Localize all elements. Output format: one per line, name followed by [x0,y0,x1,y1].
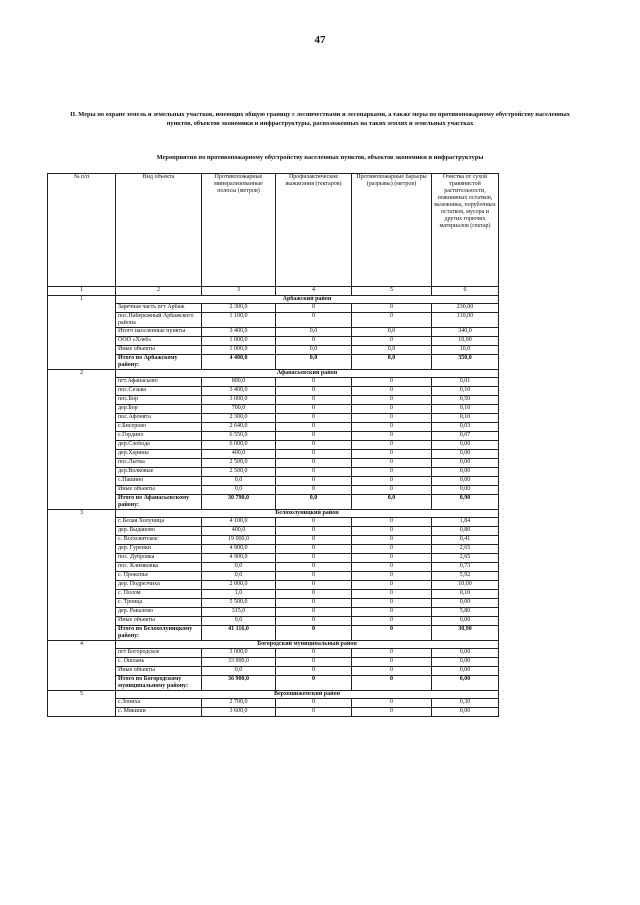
cell-value: 0 [276,658,352,667]
column-index-row [48,287,499,296]
cell-value: 0 [352,608,432,617]
cell-value: 0 [352,545,432,554]
column-index: 4 [276,287,352,296]
cell-value: 0,07 [432,432,499,441]
cell-value: 0 [352,527,432,536]
cell-value: 0,00 [432,599,499,608]
table-row [48,527,499,536]
object-name: с.Пашино [116,477,202,486]
object-name: пос.Бор [116,396,202,405]
page-number: 47 [314,34,326,46]
cell-value: 0 [276,667,352,676]
object-name: Итого по Афанасьевскому району: [116,495,202,510]
table-row [48,518,499,527]
object-name: Иные объекты [116,667,202,676]
cell-value: 0 [352,405,432,414]
cell-value: 0 [276,590,352,599]
cell-value: 0 [352,599,432,608]
object-name: дер.Волковые [116,468,202,477]
cell-value: 0,00 [432,468,499,477]
table-row [48,477,499,486]
object-name: дер.Слобода [116,441,202,450]
table-row [48,486,499,495]
column-index: 6 [432,287,499,296]
cell-value: 0,0 [352,495,432,510]
table-row [48,450,499,459]
object-name: дер. Быданово [116,527,202,536]
cell-value: 0 [352,441,432,450]
total-row [48,626,499,641]
cell-value: 0,0 [352,355,432,370]
cell-value: 6 000,0 [202,441,276,450]
cell-value: 0 [276,405,352,414]
cell-value: 4 900,0 [202,545,276,554]
total-row [48,355,499,370]
cell-value: 0 [276,313,352,328]
cell-value: 0 [276,459,352,468]
region-number: 4 [48,641,116,691]
header-barriers: Противопожарные барьеры (разрывы) (метров) [352,174,432,287]
cell-value: 0 [352,572,432,581]
column-index: 5 [352,287,432,296]
table-row [48,468,499,477]
cell-value: 0 [276,337,352,346]
table-subheading: Мероприятия по противопожарному обустройству населенных пунктов, объектов экономики и инфраструктуры [156,154,484,161]
object-name: с. Всехсвятское [116,536,202,545]
cell-value: 0 [276,599,352,608]
cell-value: 0 [352,676,432,691]
cell-value: 350,0 [432,355,499,370]
cell-value: 0 [352,554,432,563]
cell-value: 0,0 [276,355,352,370]
table-body [48,174,499,717]
cell-value: 0 [276,563,352,572]
table-row [48,459,499,468]
cell-value: 0 [276,423,352,432]
cell-value: 0 [276,468,352,477]
object-name: с.Бисерово [116,423,202,432]
object-name: дер.Харины [116,450,202,459]
cell-value: 0,00 [432,450,499,459]
cell-value: 400,0 [202,527,276,536]
cell-value: 0 [276,554,352,563]
object-name: с. Троица [116,599,202,608]
table-row [48,441,499,450]
cell-value: 10,00 [432,581,499,590]
table-row [48,423,499,432]
cell-value: 0 [276,699,352,708]
object-name: с.Зониха [116,699,202,708]
cell-value: 3 400,0 [202,387,276,396]
table-row [48,699,499,708]
object-name: Итого по Богородскому муниципальному району: [116,676,202,691]
cell-value: 0,01 [432,378,499,387]
cell-value: 400,0 [202,450,276,459]
table-row [48,414,499,423]
cell-value: 0 [352,477,432,486]
cell-value: 4 400,0 [202,355,276,370]
table-row [48,563,499,572]
cell-value: 0,00 [432,486,499,495]
cell-value: 3 600,0 [202,708,276,717]
cell-value: 0 [352,414,432,423]
cell-value: 0,00 [432,441,499,450]
cell-value: 0 [352,468,432,477]
column-index: 2 [116,287,202,296]
cell-value: 0,10 [432,405,499,414]
cell-value: 36 900,0 [202,676,276,691]
cell-value: 0 [352,649,432,658]
cell-value: 0 [276,572,352,581]
table-row [48,617,499,626]
cell-value: 0,0 [202,667,276,676]
cell-value: 0,00 [432,708,499,717]
table-row [48,346,499,355]
cell-value: 2 500,0 [202,459,276,468]
object-name: с. Полом [116,590,202,599]
cell-value: 0,00 [432,676,499,691]
cell-value: 0,03 [432,423,499,432]
cell-value: 1 000,0 [202,346,276,355]
cell-value: 0,73 [432,563,499,572]
object-name: ООО «Хлеб» [116,337,202,346]
region-name: Арбажский район [116,296,499,304]
cell-value: 5,92 [432,572,499,581]
cell-value: 2,65 [432,554,499,563]
cell-value: 0,0 [202,563,276,572]
cell-value: 340,0 [432,328,499,337]
cell-value: 0 [276,626,352,641]
cell-value: 0 [352,626,432,641]
cell-value: 0,90 [432,495,499,510]
cell-value: 4 100,0 [202,518,276,527]
cell-value: 0,00 [432,649,499,658]
cell-value: 1 000,0 [202,337,276,346]
table-row [48,405,499,414]
object-name: Итого по Белохолуницкому району: [116,626,202,641]
region-name: Богородский муниципальный район [116,641,499,649]
cell-value: 0,00 [432,477,499,486]
table-row [48,396,499,405]
region-row [48,370,499,378]
cell-value: 0 [352,313,432,328]
table-row [48,536,499,545]
cell-value: 0 [352,396,432,405]
cell-value: 0,0 [276,328,352,337]
region-number: 1 [48,296,116,370]
cell-value: 0,80 [432,527,499,536]
cell-value: 0 [352,708,432,717]
cell-value: 41 116,0 [202,626,276,641]
region-name: Афанасьевский район [116,370,499,378]
object-name: пгт.Афанасьево [116,378,202,387]
cell-value: 2 500,0 [202,468,276,477]
cell-value: 0 [352,459,432,468]
region-row [48,641,499,649]
object-name: Итого по Арбажскому району: [116,355,202,370]
cell-value: 0 [352,304,432,313]
object-name: дер.Бор [116,405,202,414]
cell-value: 0 [276,581,352,590]
cell-value: 315,0 [202,608,276,617]
cell-value: 2 640,0 [202,423,276,432]
cell-value: 0,50 [432,396,499,405]
cell-value: 3 000,0 [202,396,276,405]
region-number: 3 [48,510,116,641]
cell-value: 0,00 [432,617,499,626]
cell-value: 0 [276,536,352,545]
cell-value: 0 [276,304,352,313]
header-row [48,174,499,287]
object-name: с. Мякиши [116,708,202,717]
cell-value: 2 000,0 [202,581,276,590]
cell-value: 0 [276,608,352,617]
object-name: пос.Лытка [116,459,202,468]
total-row [48,495,499,510]
cell-value: 0 [352,387,432,396]
cell-value: 0 [276,545,352,554]
cell-value: 0 [276,486,352,495]
cell-value: 0,00 [432,667,499,676]
region-name: Верхошижемский район [116,691,499,699]
cell-value: 800,0 [202,378,276,387]
table-row [48,658,499,667]
cell-value: 0 [352,337,432,346]
column-index: 3 [202,287,276,296]
region-row [48,691,499,699]
object-name: пос.Набережный Арбажского района [116,313,202,328]
cell-value: 0 [276,649,352,658]
cell-value: 0 [352,486,432,495]
table-row [48,572,499,581]
table-row [48,304,499,313]
cell-value: 30,90 [432,626,499,641]
object-name: с. Прокопье [116,572,202,581]
cell-value: 0,0 [202,486,276,495]
object-name: Иные объекты [116,617,202,626]
cell-value: 2 700,0 [202,699,276,708]
cell-value: 2,65 [432,545,499,554]
cell-value: 1 100,0 [202,313,276,328]
cell-value: 0 [352,536,432,545]
cell-value: 1,0 [202,590,276,599]
cell-value: 0,0 [276,495,352,510]
section-heading: II. Меры по охране земель и земельных участков, имеющих общую границу с лесничествами и лесопарками, а также меры по противопожарному обустройству населенных пунктов, объектов экономики и инфраструктуры, расположенных на таких землях и земельных участках [70,111,570,127]
cell-value: 0,00 [432,459,499,468]
table-row [48,708,499,717]
cell-value: 3 000,0 [202,649,276,658]
cell-value: 33 900,0 [202,658,276,667]
cell-value: 0,41 [432,536,499,545]
cell-value: 5,80 [432,608,499,617]
cell-value: 0 [276,518,352,527]
header-object: Вид объекта [116,174,202,287]
table-row [48,554,499,563]
object-name: пос. Климковка [116,563,202,572]
cell-value: 10,00 [432,337,499,346]
cell-value: 0,0 [352,346,432,355]
cell-value: 0 [352,617,432,626]
cell-value: 0 [276,441,352,450]
cell-value: 110,00 [432,313,499,328]
region-number: 2 [48,370,116,510]
cell-value: 5 500,0 [202,599,276,608]
cell-value: 0,0 [202,572,276,581]
cell-value: 2 300,0 [202,414,276,423]
cell-value: 0 [352,658,432,667]
cell-value: 0,10 [432,414,499,423]
cell-value: 0,10 [432,387,499,396]
region-row [48,510,499,518]
header-strips: Противопожарные минерализованные полосы (метров) [202,174,276,287]
cell-value: 0 [352,450,432,459]
object-name: г. Белая Холуница [116,518,202,527]
table-row [48,378,499,387]
header-num: № п/п [48,174,116,287]
table-row [48,387,499,396]
table-row [48,649,499,658]
cell-value: 0,0 [202,477,276,486]
cell-value: 700,0 [202,405,276,414]
table-row [48,581,499,590]
cell-value: 4 900,0 [202,554,276,563]
cell-value: 0 [276,708,352,717]
cell-value: 0 [352,518,432,527]
object-name: с. Ошлань [116,658,202,667]
region-name: Белохолуницкий район [116,510,499,518]
region-number: 5 [48,691,116,717]
cell-value: 0 [352,667,432,676]
cell-value: 0 [276,396,352,405]
object-name: дер. Гуренки [116,545,202,554]
cell-value: 0 [276,617,352,626]
cell-value: 0 [276,378,352,387]
object-name: с.Гордино [116,432,202,441]
cell-value: 0 [276,450,352,459]
object-name: дер. Ракалово [116,608,202,617]
cell-value: 3 400,0 [202,328,276,337]
table-row [48,545,499,554]
table-row [48,337,499,346]
region-row [48,296,499,304]
header-cleaning: Очистка от сухой травянистой растительности, пожнивных остатков, валежника, порубочных остатков, мусора и других горючих материалов (гектар) [432,174,499,287]
column-index: 1 [48,287,116,296]
object-name: пгт Богородское [116,649,202,658]
table-row [48,667,499,676]
object-name: Заречная часть пгт Арбаж [116,304,202,313]
cell-value: 0,0 [352,328,432,337]
table-row [48,328,499,337]
cell-value: 0 [352,432,432,441]
cell-value: 0 [352,699,432,708]
cell-value: 230,00 [432,304,499,313]
cell-value: 1,84 [432,518,499,527]
cell-value: 2 300,0 [202,304,276,313]
cell-value: 0 [352,581,432,590]
object-name: Иные объекты [116,346,202,355]
cell-value: 0 [276,477,352,486]
header-burning: Профилактические выжигания (гектаров) [276,174,352,287]
cell-value: 0,00 [432,658,499,667]
total-row [48,676,499,691]
cell-value: 0 [276,432,352,441]
cell-value: 0 [276,414,352,423]
cell-value: 6 550,0 [202,432,276,441]
cell-value: 0 [352,563,432,572]
cell-value: 0 [352,423,432,432]
cell-value: 30 790,0 [202,495,276,510]
cell-value: 0,10 [432,590,499,599]
object-name: пос.Афонята [116,414,202,423]
object-name: Итого населенные пункты [116,328,202,337]
table-row [48,313,499,328]
object-name: пос. Дубровка [116,554,202,563]
cell-value: 0 [276,527,352,536]
cell-value: 0,0 [202,617,276,626]
object-name: дер. Подрезчиха [116,581,202,590]
cell-value: 0,30 [432,699,499,708]
measures-table [47,173,499,717]
table-row [48,608,499,617]
object-name: пос.Сезьва [116,387,202,396]
cell-value: 19 000,0 [202,536,276,545]
cell-value: 0 [352,378,432,387]
cell-value: 0 [276,676,352,691]
table-row [48,432,499,441]
object-name: Иные объекты [116,486,202,495]
cell-value: 0,0 [276,346,352,355]
cell-value: 10,0 [432,346,499,355]
cell-value: 0 [352,590,432,599]
table-row [48,599,499,608]
cell-value: 0 [276,387,352,396]
table-row [48,590,499,599]
